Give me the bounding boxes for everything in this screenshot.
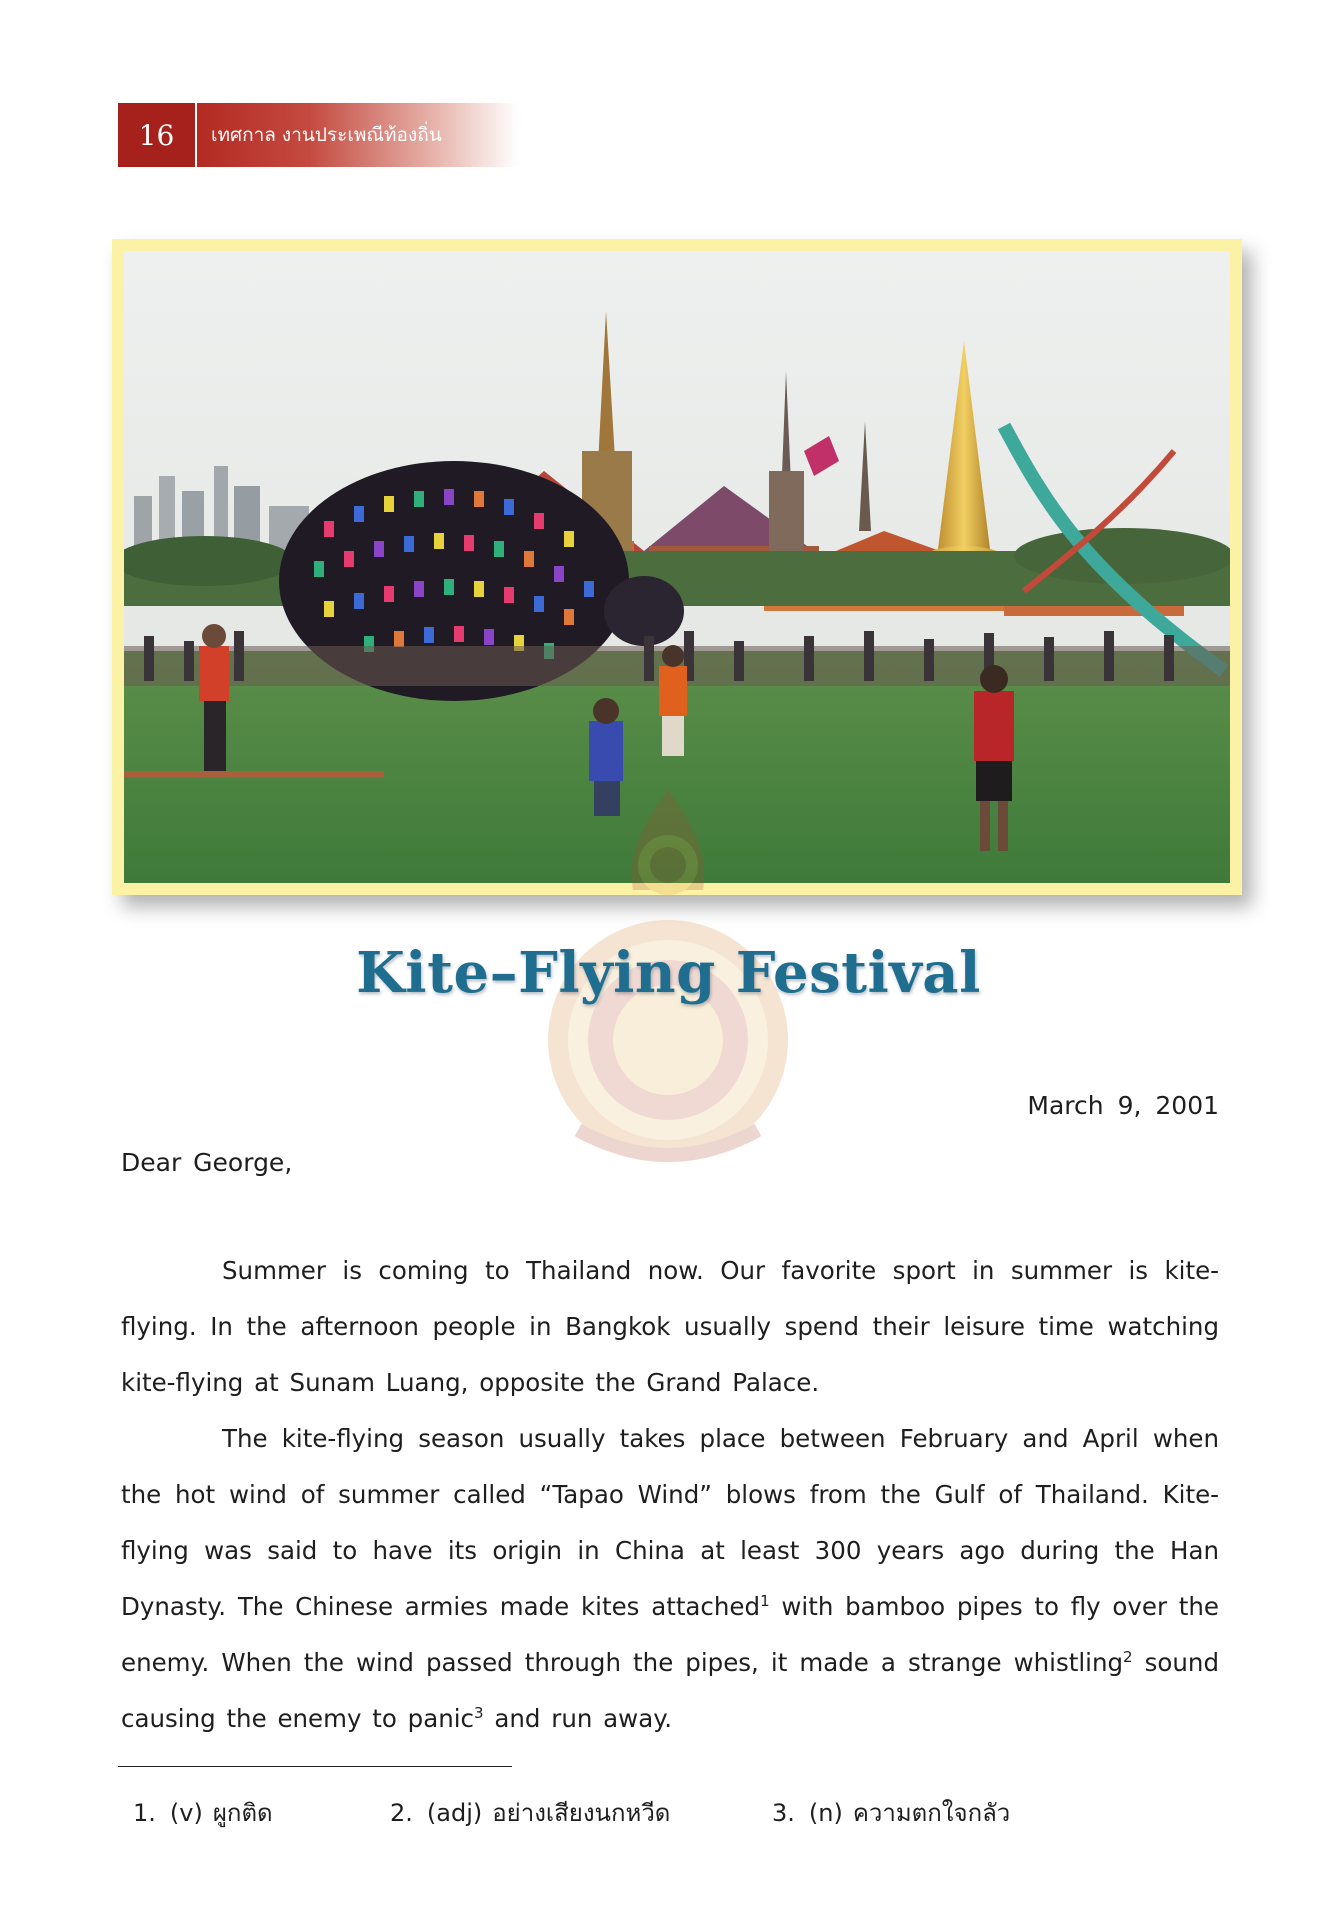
letter-paragraph-2 (121, 1411, 1219, 1747)
paragraph-2-part-c: sound causing the enemy to panic (121, 1647, 1219, 1733)
footnote-part-of-speech: (v) (169, 1799, 203, 1827)
page-header (118, 103, 518, 167)
footnote-3 (772, 1793, 1010, 1832)
letter-paragraph-1: Summer is coming to Thailand now. Our favorite sport in summer is kite-flying. In the afternoon people in Bangkok usually spend their leisure time watching kite-flying at Sunam Luang, opposite the Grand Palace. (121, 1255, 1219, 1397)
footnote-number: 1. (133, 1799, 156, 1827)
footnote-part-of-speech: (n) (808, 1799, 843, 1827)
footnote-1 (133, 1793, 273, 1832)
article-title: Kite–Flying Festival (356, 940, 981, 1006)
footnote-definition: ผูกติด (212, 1799, 273, 1827)
paragraph-2-part-d: and run away. (483, 1703, 673, 1733)
footnote-divider (118, 1766, 512, 1767)
footnote-ref-3: 3 (474, 1703, 484, 1722)
footnote-definition: ความตกใจกลัว (852, 1799, 1011, 1827)
footnote-2 (390, 1793, 670, 1832)
footnote-definition: อย่างเสียงนกหวีด (492, 1799, 671, 1827)
letter-date: March 9, 2001 (1027, 1091, 1219, 1120)
running-title: เทศกาล งานประเพณีท้องถิ่น (197, 103, 518, 167)
paragraph-2-part-b: with bamboo pipes to fly over the enemy. When the wind passed through the pipes, it made a strange whistling (121, 1591, 1219, 1677)
footnote-ref-2: 2 (1123, 1647, 1133, 1666)
letter-salutation: Dear George, (121, 1148, 293, 1177)
paragraph-2-part-a: The kite-flying season usually takes place between February and April when the hot wind of summer called “Tapao Wind” blows from the Gulf of Thailand. Kite-flying was said to have its origin in China at least 300 years ago during the Han Dynasty. The Chinese armies made kites attached (121, 1423, 1219, 1621)
footnote-part-of-speech: (adj) (426, 1799, 483, 1827)
footnote-ref-1: 1 (760, 1591, 770, 1610)
footnote-number: 2. (390, 1799, 413, 1827)
page-number: 16 (118, 103, 197, 167)
footnote-number: 3. (772, 1799, 795, 1827)
